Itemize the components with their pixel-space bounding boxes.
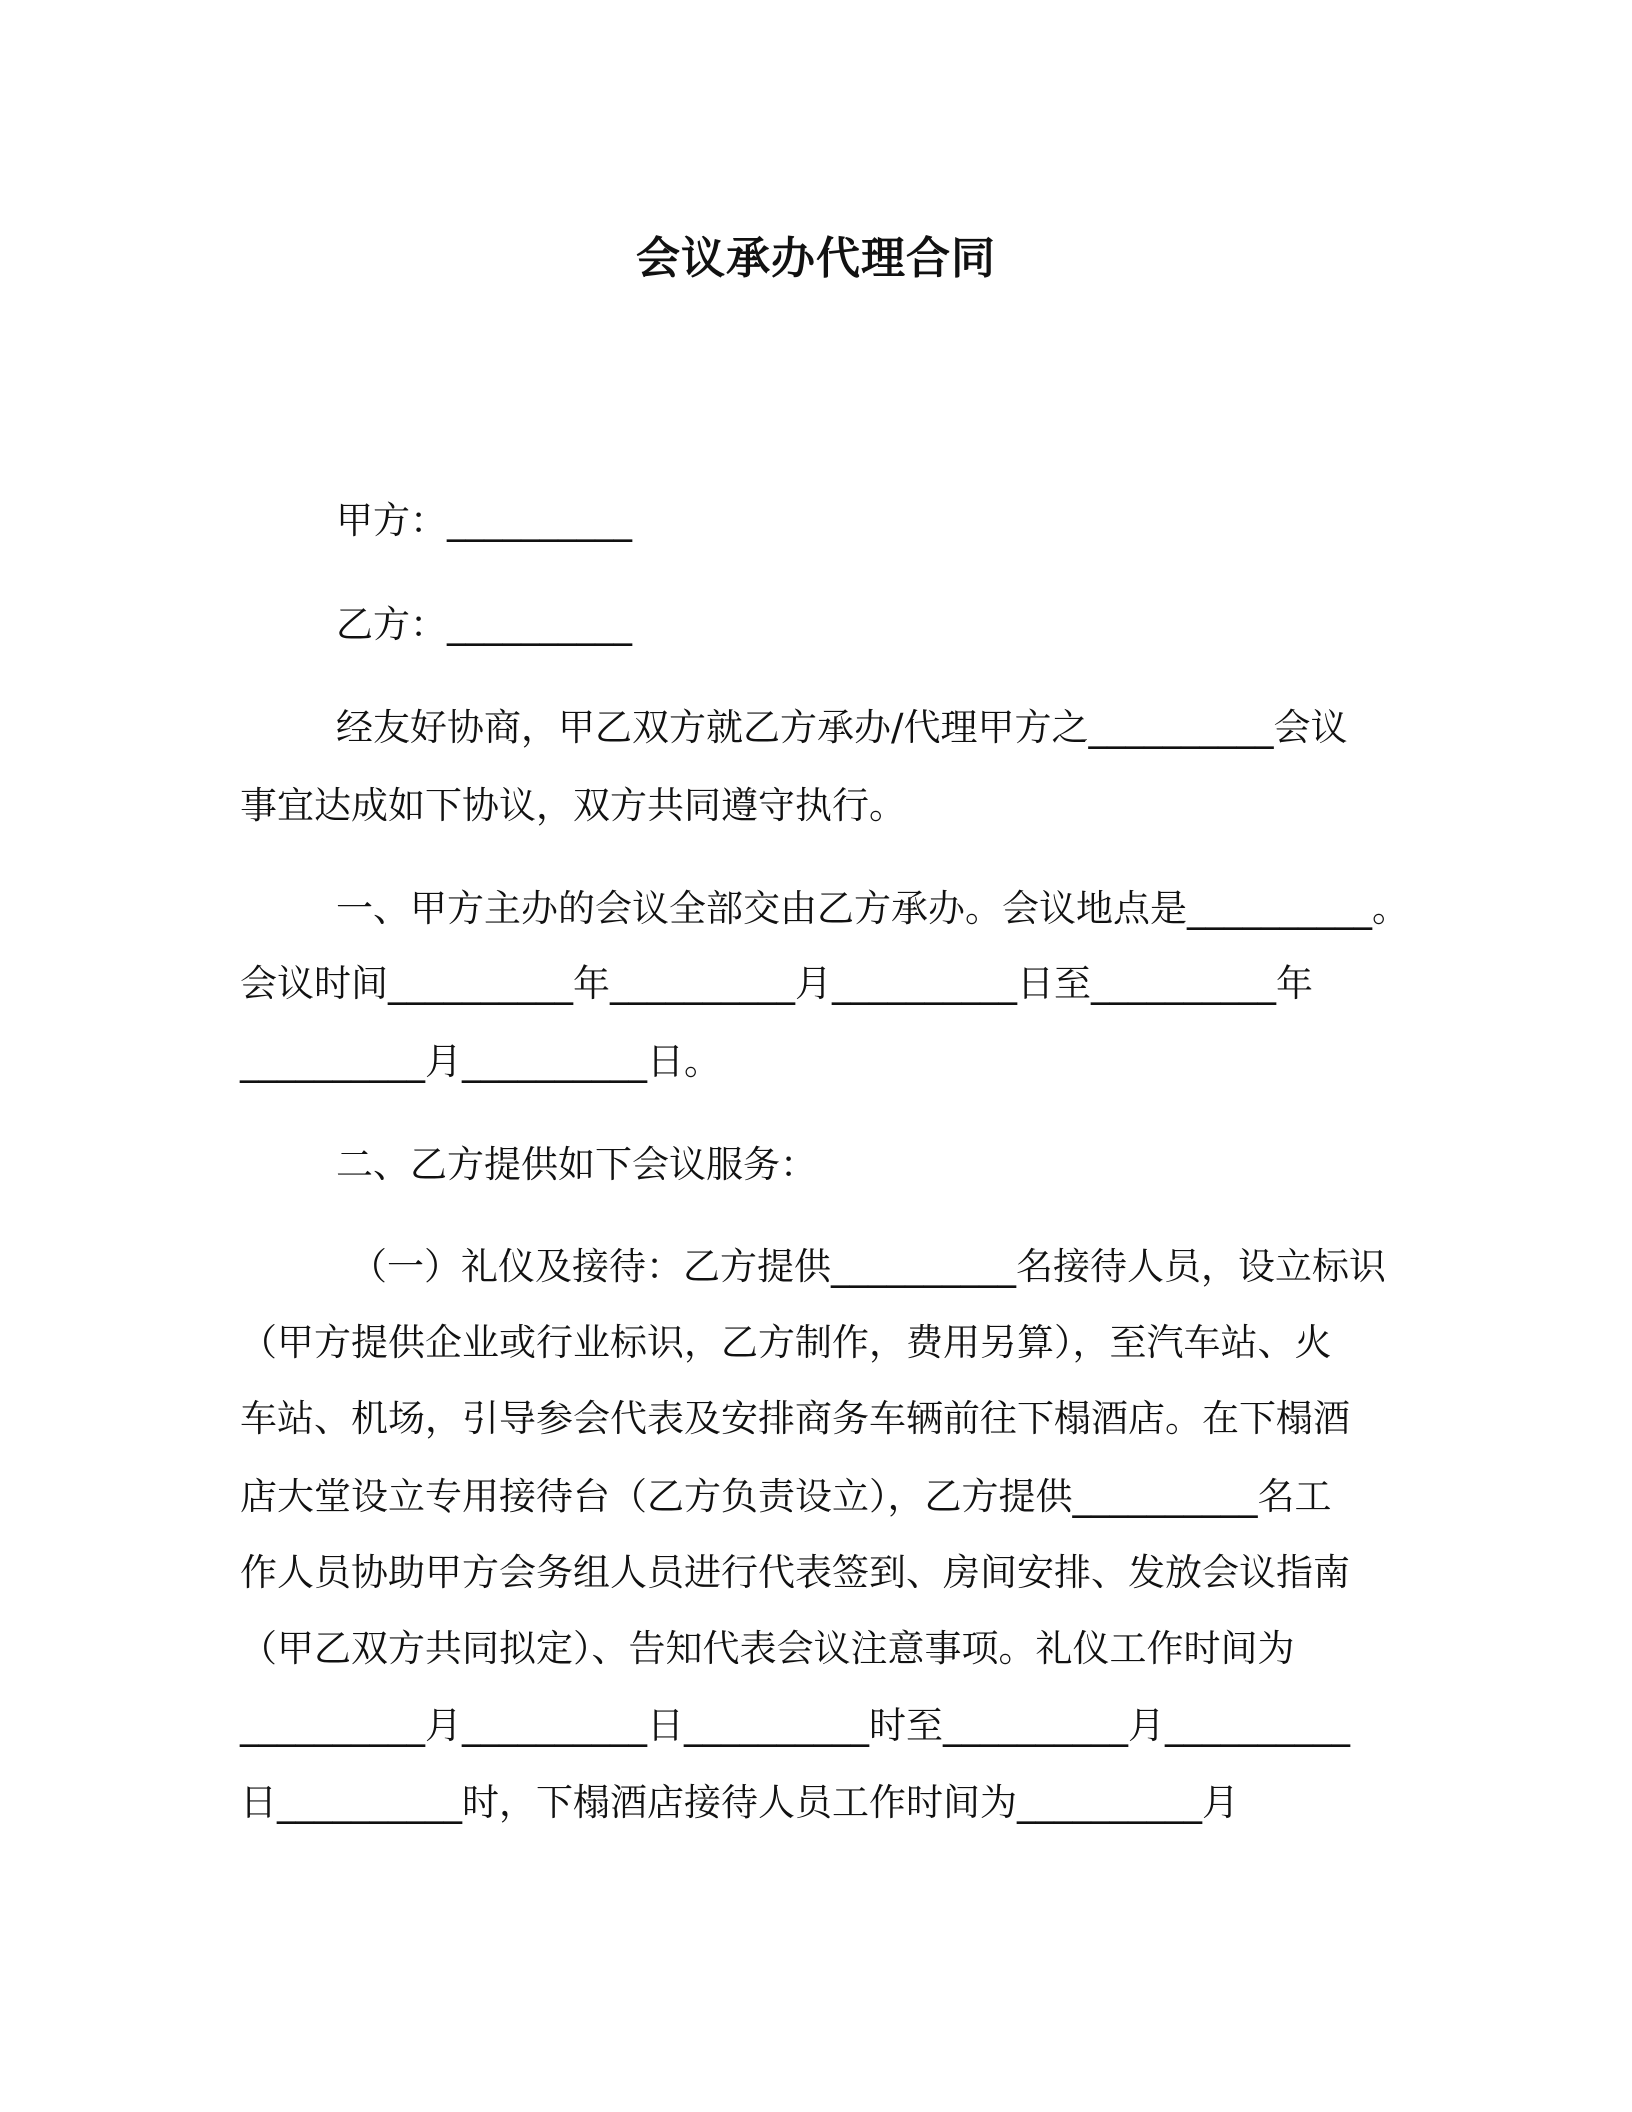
party-a-line: 甲方：__________	[336, 499, 632, 542]
clause-1-line-3: __________月__________日。	[240, 1040, 721, 1083]
clause-2-1-line-4: 店大堂设立专用接待台（乙方负责设立），乙方提供__________名工	[240, 1475, 1332, 1518]
clause-2-1-line-7: __________月__________日__________时至__________月__________	[240, 1704, 1350, 1747]
clause-2-1-line-3: 车站、机场，引导参会代表及安排商务车辆前往下榻酒店。在下榻酒	[240, 1397, 1350, 1440]
preamble-line-2: 事宜达成如下协议，双方共同遵守执行。	[240, 784, 906, 827]
party-b-line: 乙方：__________	[336, 603, 632, 646]
clause-2-1-line-8: 日__________时，下榻酒店接待人员工作时间为__________月	[240, 1781, 1239, 1824]
clause-1-line-1: 一、甲方主办的会议全部交由乙方承办。会议地点是__________。	[336, 887, 1409, 930]
clause-1-line-2: 会议时间__________年__________月__________日至__________年	[240, 962, 1313, 1005]
clause-2-1-line-1: （一）礼仪及接待：乙方提供__________名接待人员，设立标识	[350, 1245, 1386, 1288]
clause-2-1-line-2: （甲方提供企业或行业标识，乙方制作，费用另算），至汽车站、火	[240, 1321, 1332, 1364]
contract-title: 会议承办代理合同	[636, 233, 996, 284]
preamble-line-1: 经友好协商，甲乙双方就乙方承办/代理甲方之__________会议	[336, 706, 1348, 749]
clause-2-1-line-6: （甲乙双方共同拟定）、告知代表会议注意事项。礼仪工作时间为	[240, 1627, 1295, 1670]
clause-2-1-line-5: 作人员协助甲方会务组人员进行代表签到、房间安排、发放会议指南	[240, 1551, 1350, 1594]
clause-2-heading: 二、乙方提供如下会议服务：	[336, 1143, 817, 1186]
